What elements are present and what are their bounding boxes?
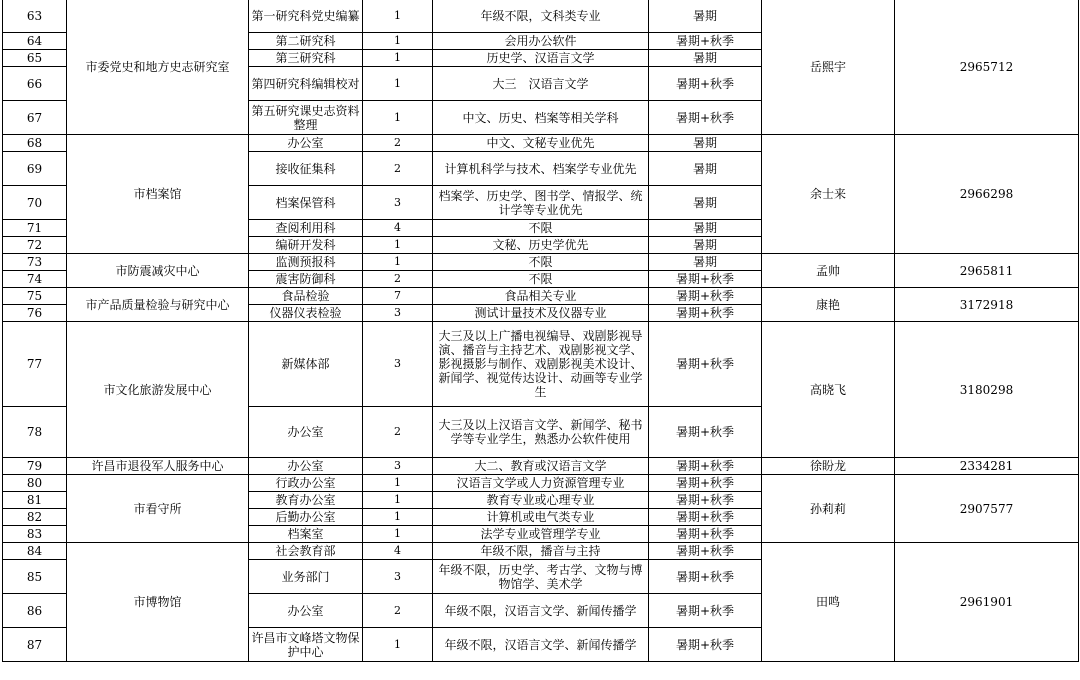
row-number-cell: 87 xyxy=(3,628,67,662)
phone-cell: 2966298 xyxy=(895,135,1079,254)
contact-cell: 岳熙宇 xyxy=(762,0,895,135)
period-cell: 暑期 xyxy=(649,152,762,186)
contact-cell: 高晓飞 xyxy=(762,322,895,458)
period-cell: 暑期 xyxy=(649,220,762,237)
headcount-cell: 1 xyxy=(363,475,433,492)
row-number-cell: 69 xyxy=(3,152,67,186)
table-body xyxy=(3,0,1079,662)
table-row xyxy=(3,0,1079,33)
period-cell: 暑期+秋季 xyxy=(649,271,762,288)
department-cell: 后勤办公室 xyxy=(249,509,363,526)
row-number-cell: 64 xyxy=(3,33,67,50)
department-cell: 接收征集科 xyxy=(249,152,363,186)
row-number-cell: 85 xyxy=(3,560,67,594)
headcount-cell: 1 xyxy=(363,0,433,33)
table-row xyxy=(3,543,1079,560)
requirement-cell: 年级不限，播音与主持 xyxy=(433,543,649,560)
phone-cell: 3172918 xyxy=(895,288,1079,322)
period-cell: 暑期+秋季 xyxy=(649,594,762,628)
requirement-cell: 会用办公软件 xyxy=(433,33,649,50)
requirement-cell: 不限 xyxy=(433,271,649,288)
department-cell: 新媒体部 xyxy=(249,322,363,407)
department-cell: 第三研究科 xyxy=(249,50,363,67)
department-cell: 办公室 xyxy=(249,407,363,458)
headcount-cell: 2 xyxy=(363,152,433,186)
department-cell: 第一研究科党史编纂 xyxy=(249,0,363,33)
headcount-cell: 2 xyxy=(363,135,433,152)
requirement-cell: 大三及以上汉语言文学、新闻学、秘书学等专业学生，熟悉办公软件使用 xyxy=(433,407,649,458)
phone-cell: 2961901 xyxy=(895,543,1079,662)
internship-positions-table xyxy=(2,0,1079,662)
department-cell: 行政办公室 xyxy=(249,475,363,492)
headcount-cell: 3 xyxy=(363,458,433,475)
row-number-cell: 82 xyxy=(3,509,67,526)
requirement-cell: 测试计量技术及仪器专业 xyxy=(433,305,649,322)
headcount-cell: 1 xyxy=(363,492,433,509)
department-cell: 查阅利用科 xyxy=(249,220,363,237)
period-cell: 暑期+秋季 xyxy=(649,492,762,509)
table-row xyxy=(3,322,1079,407)
department-cell: 档案室 xyxy=(249,526,363,543)
unit-name-cell: 市防震减灾中心 xyxy=(67,254,249,288)
department-cell: 社会教育部 xyxy=(249,543,363,560)
row-number-cell: 77 xyxy=(3,322,67,407)
requirement-cell: 食品相关专业 xyxy=(433,288,649,305)
department-cell: 第二研究科 xyxy=(249,33,363,50)
headcount-cell: 4 xyxy=(363,543,433,560)
period-cell: 暑期 xyxy=(649,50,762,67)
period-cell: 暑期+秋季 xyxy=(649,560,762,594)
row-number-cell: 75 xyxy=(3,288,67,305)
phone-cell: 2965811 xyxy=(895,254,1079,288)
requirement-cell: 不限 xyxy=(433,220,649,237)
department-cell: 仪器仪表检验 xyxy=(249,305,363,322)
requirement-cell: 大三及以上广播电视编导、戏剧影视导演、播音与主持艺术、戏剧影视文学、影视摄影与制作、戏剧影视美术设计、新闻学、视觉传达设计、动画等专业学生 xyxy=(433,322,649,407)
headcount-cell: 3 xyxy=(363,560,433,594)
unit-name-cell: 许昌市退役军人服务中心 xyxy=(67,458,249,475)
headcount-cell: 7 xyxy=(363,288,433,305)
period-cell: 暑期+秋季 xyxy=(649,101,762,135)
requirement-cell: 中文、历史、档案等相关学科 xyxy=(433,101,649,135)
requirement-cell: 中文、文秘专业优先 xyxy=(433,135,649,152)
department-cell: 许昌市文峰塔文物保护中心 xyxy=(249,628,363,662)
unit-name-cell: 市档案馆 xyxy=(67,135,249,254)
requirement-cell: 年级不限，历史学、考古学、文物与博物馆学、美术学 xyxy=(433,560,649,594)
department-cell: 办公室 xyxy=(249,135,363,152)
department-cell: 档案保管科 xyxy=(249,186,363,220)
row-number-cell: 73 xyxy=(3,254,67,271)
headcount-cell: 1 xyxy=(363,254,433,271)
department-cell: 编研开发科 xyxy=(249,237,363,254)
contact-cell: 徐盼龙 xyxy=(762,458,895,475)
requirement-cell: 计算机或电气类专业 xyxy=(433,509,649,526)
row-number-cell: 72 xyxy=(3,237,67,254)
headcount-cell: 1 xyxy=(363,526,433,543)
period-cell: 暑期+秋季 xyxy=(649,288,762,305)
table-row xyxy=(3,288,1079,305)
requirement-cell: 计算机科学与技术、档案学专业优先 xyxy=(433,152,649,186)
unit-name-cell: 市产品质量检验与研究中心 xyxy=(67,288,249,322)
requirement-cell: 年级不限，汉语言文学、新闻传播学 xyxy=(433,594,649,628)
headcount-cell: 1 xyxy=(363,628,433,662)
period-cell: 暑期 xyxy=(649,254,762,271)
department-cell: 办公室 xyxy=(249,458,363,475)
requirement-cell: 大三 汉语言文学 xyxy=(433,67,649,101)
department-cell: 食品检验 xyxy=(249,288,363,305)
row-number-cell: 81 xyxy=(3,492,67,509)
department-cell: 办公室 xyxy=(249,594,363,628)
headcount-cell: 3 xyxy=(363,186,433,220)
unit-name-cell: 市文化旅游发展中心 xyxy=(67,322,249,458)
period-cell: 暑期+秋季 xyxy=(649,628,762,662)
period-cell: 暑期+秋季 xyxy=(649,305,762,322)
requirement-cell: 不限 xyxy=(433,254,649,271)
contact-cell: 孙莉莉 xyxy=(762,475,895,543)
period-cell: 暑期 xyxy=(649,0,762,33)
table-row xyxy=(3,135,1079,152)
requirement-cell: 历史学、汉语言文学 xyxy=(433,50,649,67)
requirement-cell: 大二、教育或汉语言文学 xyxy=(433,458,649,475)
period-cell: 暑期 xyxy=(649,237,762,254)
department-cell: 教育办公室 xyxy=(249,492,363,509)
requirement-cell: 年级不限，文科类专业 xyxy=(433,0,649,33)
row-number-cell: 68 xyxy=(3,135,67,152)
contact-cell: 孟帅 xyxy=(762,254,895,288)
contact-cell: 田鸣 xyxy=(762,543,895,662)
unit-name-cell: 市委党史和地方史志研究室 xyxy=(67,0,249,135)
period-cell: 暑期+秋季 xyxy=(649,526,762,543)
row-number-cell: 80 xyxy=(3,475,67,492)
row-number-cell: 84 xyxy=(3,543,67,560)
row-number-cell: 67 xyxy=(3,101,67,135)
row-number-cell: 76 xyxy=(3,305,67,322)
phone-cell: 2907577 xyxy=(895,475,1079,543)
period-cell: 暑期+秋季 xyxy=(649,509,762,526)
row-number-cell: 63 xyxy=(3,0,67,33)
period-cell: 暑期 xyxy=(649,135,762,152)
requirement-cell: 教育专业或心理专业 xyxy=(433,492,649,509)
period-cell: 暑期+秋季 xyxy=(649,407,762,458)
period-cell: 暑期+秋季 xyxy=(649,67,762,101)
period-cell: 暑期+秋季 xyxy=(649,458,762,475)
row-number-cell: 86 xyxy=(3,594,67,628)
headcount-cell: 2 xyxy=(363,594,433,628)
row-number-cell: 65 xyxy=(3,50,67,67)
headcount-cell: 3 xyxy=(363,322,433,407)
headcount-cell: 1 xyxy=(363,101,433,135)
contact-cell: 余士来 xyxy=(762,135,895,254)
period-cell: 暑期+秋季 xyxy=(649,322,762,407)
table-row xyxy=(3,254,1079,271)
headcount-cell: 1 xyxy=(363,33,433,50)
row-number-cell: 79 xyxy=(3,458,67,475)
period-cell: 暑期+秋季 xyxy=(649,475,762,492)
unit-name-cell: 市博物馆 xyxy=(67,543,249,662)
headcount-cell: 2 xyxy=(363,271,433,288)
row-number-cell: 74 xyxy=(3,271,67,288)
headcount-cell: 1 xyxy=(363,237,433,254)
row-number-cell: 66 xyxy=(3,67,67,101)
row-number-cell: 71 xyxy=(3,220,67,237)
phone-cell: 2334281 xyxy=(895,458,1079,475)
requirement-cell: 年级不限，汉语言文学、新闻传播学 xyxy=(433,628,649,662)
unit-name-cell: 市看守所 xyxy=(67,475,249,543)
headcount-cell: 1 xyxy=(363,50,433,67)
department-cell: 第四研究科编辑校对 xyxy=(249,67,363,101)
row-number-cell: 83 xyxy=(3,526,67,543)
phone-cell: 3180298 xyxy=(895,322,1079,458)
row-number-cell: 78 xyxy=(3,407,67,458)
headcount-cell: 1 xyxy=(363,67,433,101)
department-cell: 监测预报科 xyxy=(249,254,363,271)
headcount-cell: 4 xyxy=(363,220,433,237)
headcount-cell: 1 xyxy=(363,509,433,526)
table-row xyxy=(3,475,1079,492)
requirement-cell: 汉语言文学或人力资源管理专业 xyxy=(433,475,649,492)
department-cell: 业务部门 xyxy=(249,560,363,594)
department-cell: 第五研究课史志资料整理 xyxy=(249,101,363,135)
headcount-cell: 2 xyxy=(363,407,433,458)
requirement-cell: 档案学、历史学、图书学、情报学、统计学等专业优先 xyxy=(433,186,649,220)
table-row xyxy=(3,458,1079,475)
contact-cell: 康艳 xyxy=(762,288,895,322)
requirement-cell: 文秘、历史学优先 xyxy=(433,237,649,254)
period-cell: 暑期+秋季 xyxy=(649,33,762,50)
requirement-cell: 法学专业或管理学专业 xyxy=(433,526,649,543)
period-cell: 暑期 xyxy=(649,186,762,220)
phone-cell: 2965712 xyxy=(895,0,1079,135)
period-cell: 暑期+秋季 xyxy=(649,543,762,560)
headcount-cell: 3 xyxy=(363,305,433,322)
department-cell: 震害防御科 xyxy=(249,271,363,288)
row-number-cell: 70 xyxy=(3,186,67,220)
